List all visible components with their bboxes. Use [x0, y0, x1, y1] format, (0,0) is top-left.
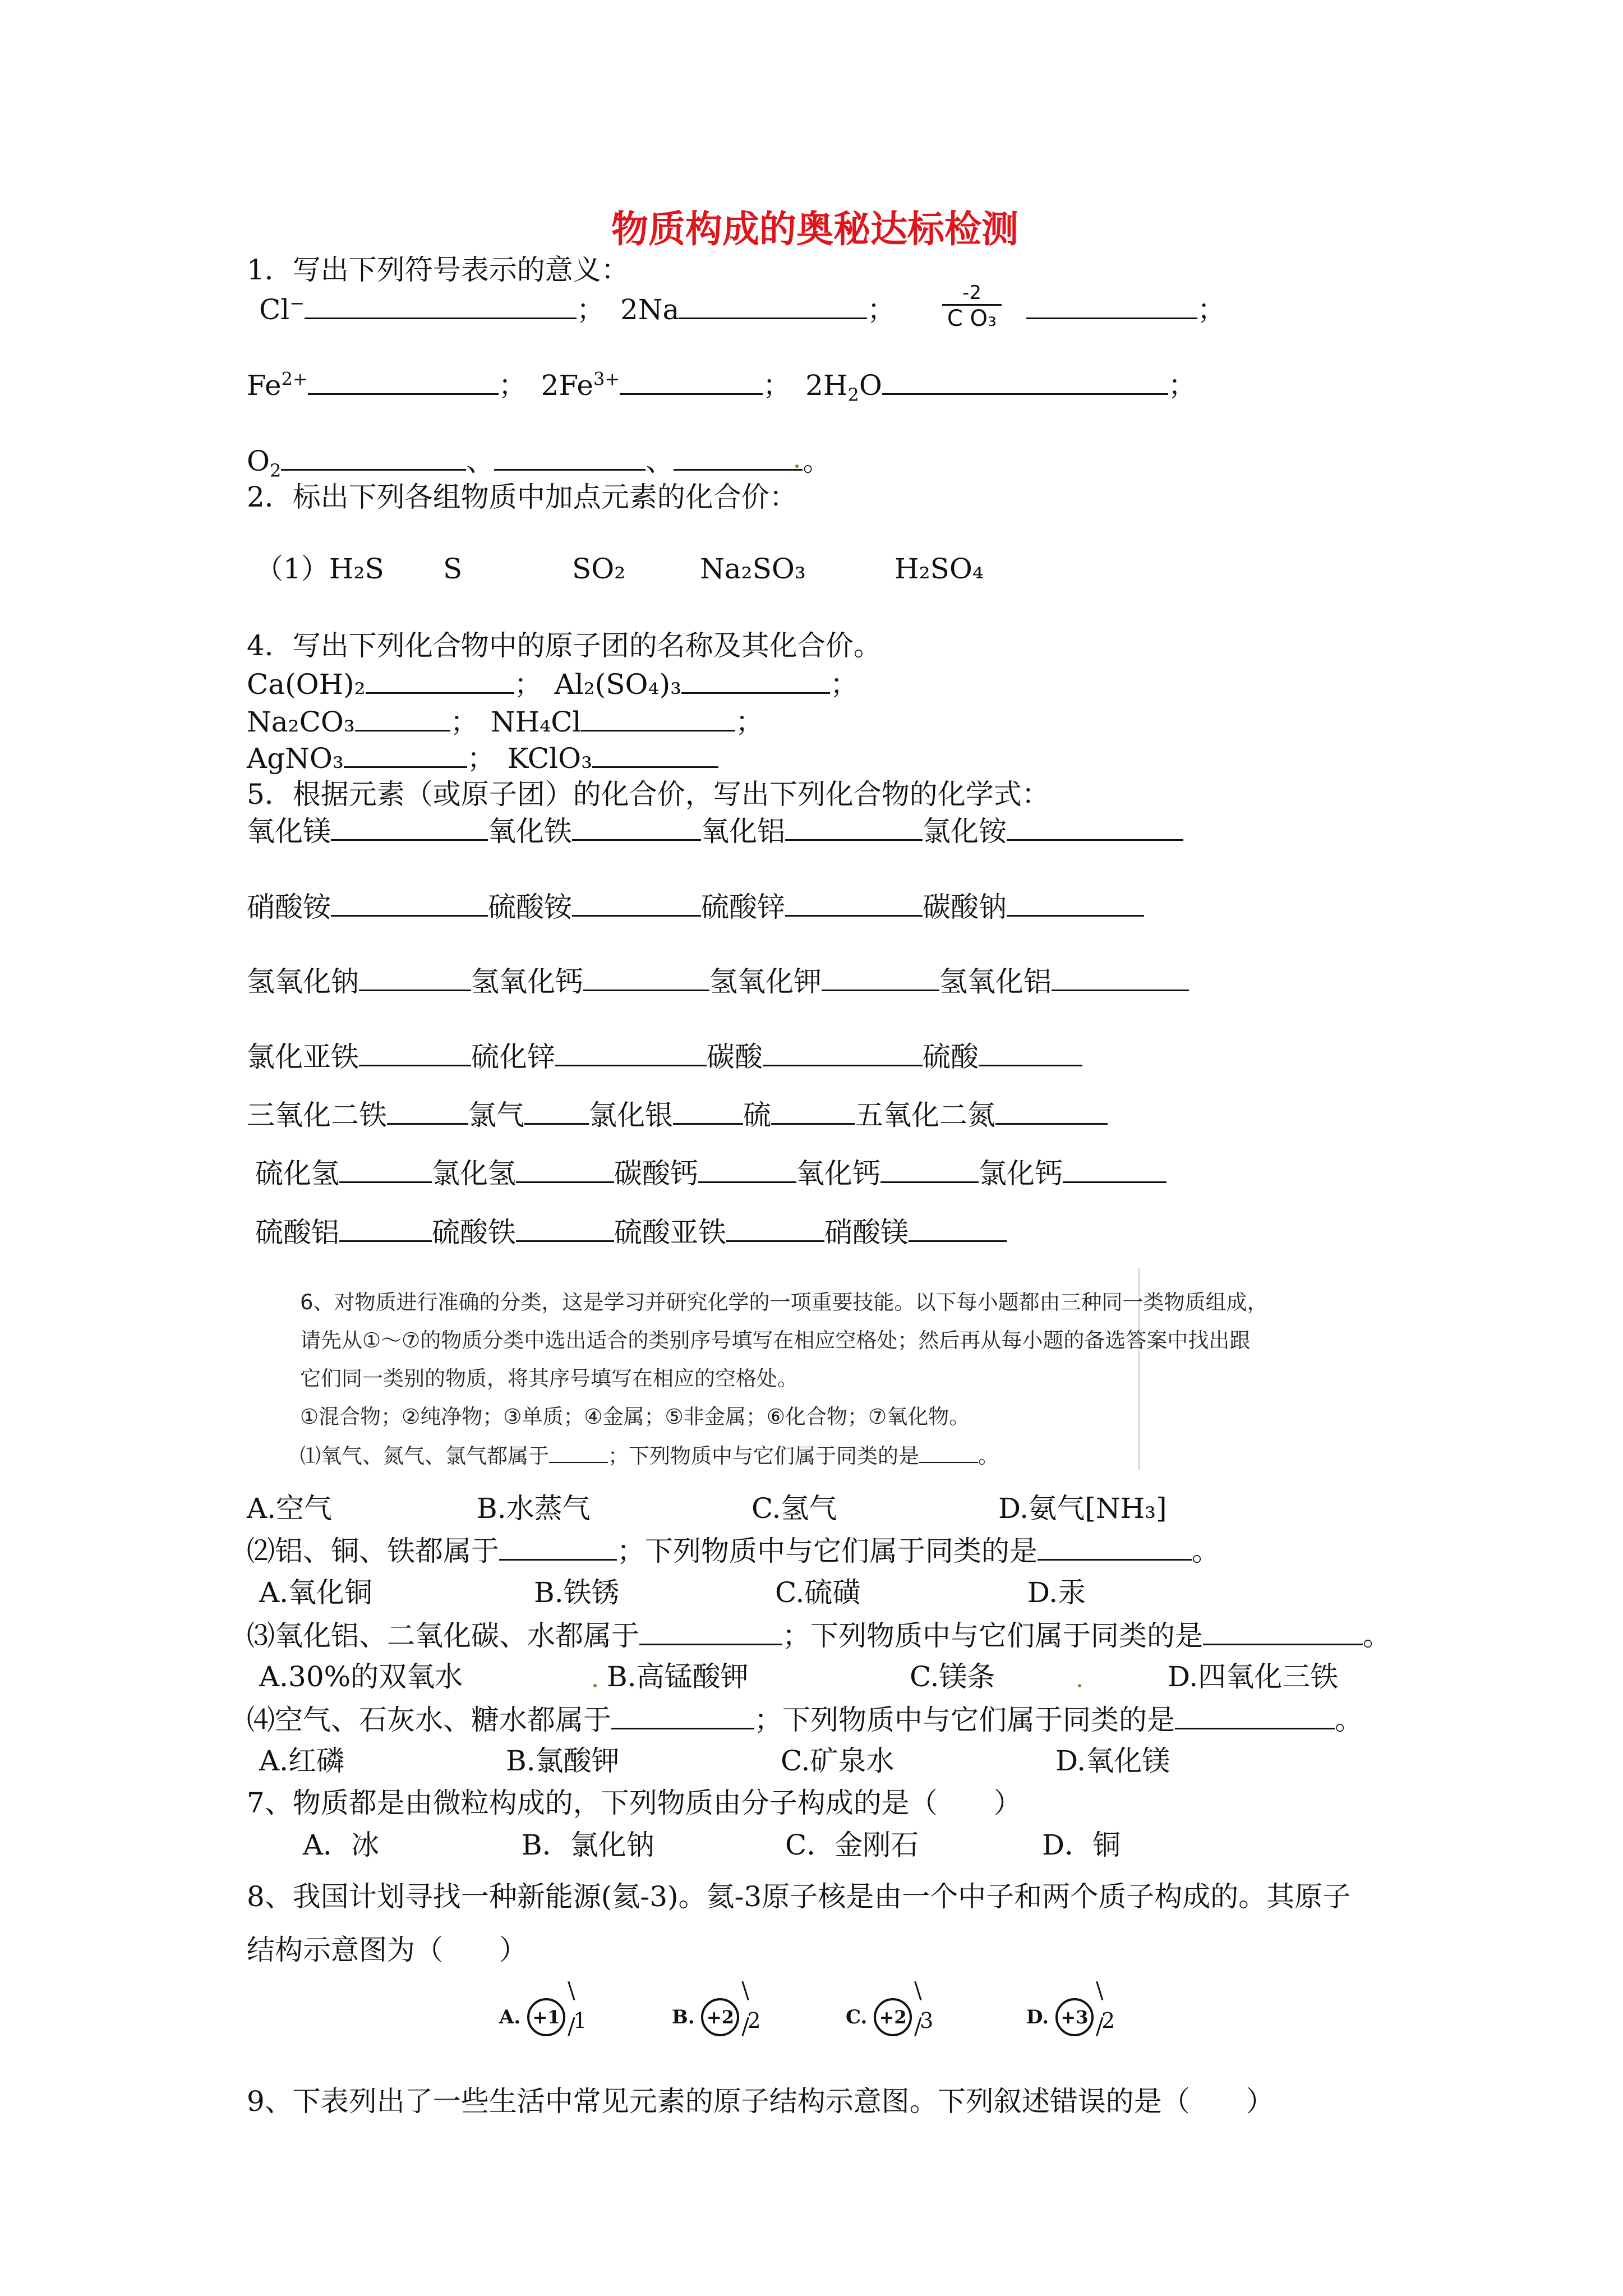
option-c[interactable]: C.硫磺: [775, 1576, 861, 1609]
q6-s2-blank-2[interactable]: [1038, 1533, 1192, 1561]
o2-symbol: O: [247, 445, 270, 477]
dun: 、: [466, 445, 495, 477]
compound-blank[interactable]: [771, 1097, 855, 1125]
option-a[interactable]: A.30%的双氧水: [259, 1660, 463, 1693]
fe3-symbol: 2Fe: [541, 369, 593, 402]
q6-line-4: ①混合物；②纯净物；③单质；④金属；⑤非金属；⑥化合物；⑦氧化物。: [300, 1405, 970, 1429]
compound: 三氧化二铁: [247, 1099, 387, 1131]
sep: ；: [498, 369, 527, 402]
option-c[interactable]: C.镁条: [910, 1660, 995, 1693]
q2-item-3: SO₂: [572, 553, 626, 585]
compound-blank[interactable]: [979, 1039, 1082, 1066]
sep: ；: [514, 668, 542, 701]
kclo3-blank[interactable]: [592, 740, 718, 768]
sep: ；: [1168, 369, 1196, 402]
agno3: AgNO₃: [247, 742, 344, 775]
compound: 碳酸钙: [614, 1157, 698, 1190]
option-b[interactable]: B.氯酸钾: [506, 1745, 620, 1777]
compound-blank[interactable]: [1063, 1156, 1166, 1183]
q5-row-4: [247, 1039, 1082, 1074]
diagram-label: D.: [1026, 2006, 1049, 2028]
compound-blank[interactable]: [1007, 813, 1183, 841]
h2o-blank[interactable]: [882, 367, 1168, 395]
fe-charge: 2+: [281, 368, 308, 390]
compound-blank[interactable]: [763, 1039, 923, 1066]
option-d[interactable]: D．铜: [1042, 1829, 1121, 1861]
option-a[interactable]: A．冰: [303, 1829, 380, 1861]
q6-period: 。: [1335, 1704, 1363, 1736]
caoh2: Ca(OH)₂: [247, 668, 366, 701]
q6-s1-stem-2: ；下列物质中与它们属于同类的是: [608, 1444, 919, 1468]
q6-s3-stem-2: ；下列物质中与它们属于同类的是: [782, 1619, 1203, 1652]
compound-blank[interactable]: [339, 1214, 432, 1242]
q5-row-5: [247, 1097, 1108, 1133]
na-symbol: 2Na: [620, 293, 680, 326]
q7-prompt: 7、物质都是由微粒构成的，下列物质由分子构成的是（ ）: [247, 1787, 1022, 1819]
option-d[interactable]: D.四氧化三铁: [1168, 1660, 1339, 1693]
q4-row3: [247, 740, 718, 776]
sep: ；: [830, 668, 859, 701]
cl-symbol: Cl: [259, 293, 290, 326]
q6-period: 。: [1363, 1619, 1391, 1652]
q6-s3: [247, 1618, 1391, 1653]
option-a[interactable]: A.空气: [247, 1492, 333, 1525]
compound: 氯化银: [589, 1099, 673, 1131]
sep: ；: [1197, 293, 1225, 326]
option-b[interactable]: B.铁锈: [534, 1576, 620, 1609]
compound-blank[interactable]: [359, 1039, 471, 1066]
compound: 氢氧化钙: [471, 965, 583, 998]
co3-answer: [1026, 292, 1225, 327]
compound-blank[interactable]: [572, 889, 701, 917]
fe-blank[interactable]: [308, 367, 499, 395]
nucleus-circle: +2: [874, 1998, 912, 2036]
electron-shell: \ 3 /: [914, 1977, 934, 2040]
na2co3: Na₂CO₃: [247, 706, 355, 738]
compound: 硫: [743, 1099, 771, 1131]
q5-row-7: [255, 1214, 1007, 1250]
compound-blank[interactable]: [698, 1156, 796, 1183]
nucleus-circle: +1: [527, 1998, 565, 2036]
option-a[interactable]: A.氧化铜: [259, 1576, 373, 1609]
compound: 氯化亚铁: [247, 1041, 359, 1073]
q1-row1: [259, 292, 895, 327]
compound: 硫酸铁: [432, 1216, 516, 1249]
option-c[interactable]: C．金刚石: [785, 1829, 919, 1861]
compound: 氢氧化铝: [939, 965, 1052, 998]
al2so43: Al₂(SO₄)₃: [554, 668, 682, 701]
q6-s1-blank-2[interactable]: [919, 1442, 978, 1463]
compound-blank[interactable]: [909, 1214, 1007, 1242]
q8-prompt-2: 结构示意图为（ ）: [247, 1934, 527, 1966]
page-title: 物质构成的奥秘达标检测: [611, 208, 1018, 251]
compound: 碳酸: [707, 1041, 763, 1073]
q5-row-1: [247, 813, 1183, 849]
q5-prompt: 5．根据元素（或原子团）的化合价，写出下列化合物的化学式：: [247, 778, 1050, 811]
o2-sub: 2: [270, 460, 282, 481]
electron-shell: \ 2 /: [741, 1977, 761, 2040]
o2-blank-2[interactable]: [494, 443, 645, 471]
q6-s1-stem: ⑴氧气、氮气、氯气都属于: [300, 1444, 549, 1468]
option-d[interactable]: D.氨气[NH₃]: [998, 1492, 1167, 1525]
compound: 氯气: [468, 1099, 524, 1131]
compound-blank[interactable]: [359, 964, 471, 991]
nh4cl: NH₄Cl: [490, 706, 582, 738]
compound: 硝酸镁: [824, 1216, 909, 1249]
electron-count: 1: [573, 2008, 587, 2033]
compound-blank[interactable]: [995, 1097, 1108, 1125]
option-c[interactable]: C.氢气: [751, 1492, 837, 1525]
q6-line-1: 6、对物质进行准确的分类，这是学习并研究化学的一项重要技能。以下每小题都由三种同一类物质组成，: [300, 1290, 1268, 1314]
sep: ；: [735, 706, 764, 738]
nucleus-circle: +3: [1055, 1998, 1094, 2036]
electron-shell: \ 2 /: [1095, 1977, 1115, 2040]
compound: 氯化铵: [923, 815, 1007, 848]
q6-line-2: 请先从①～⑦的物质分类中选出适合的类别序号填写在相应空格处；然后再从每小题的备选答案中找出跟: [300, 1328, 1251, 1352]
compound: 硫化氢: [255, 1157, 339, 1190]
compound: 硫化锌: [471, 1041, 555, 1073]
compound: 氢氧化钾: [709, 965, 822, 998]
compound-blank[interactable]: [339, 1156, 432, 1183]
compound-blank[interactable]: [516, 1156, 614, 1183]
q9-prompt: 9、下表列出了一些生活中常见元素的原子结构示意图。下列叙述错误的是（ ）: [247, 2085, 1274, 2118]
q6-s4-blank-1[interactable]: [611, 1702, 754, 1729]
option-b[interactable]: B．氯化钠: [522, 1829, 654, 1861]
electron-count: 2: [1101, 2008, 1115, 2033]
compound: 硫酸亚铁: [614, 1216, 726, 1249]
q4-prompt: 4．写出下列化合物中的原子团的名称及其化合价。: [247, 629, 882, 662]
diagram-label: A.: [499, 2006, 521, 2028]
compound: 碳酸钠: [923, 891, 1007, 923]
stray-dot: [795, 464, 799, 468]
compound: 硫酸锌: [701, 891, 785, 923]
compound-blank[interactable]: [331, 889, 488, 917]
sep: ；: [467, 742, 495, 775]
option-d[interactable]: D.汞: [1027, 1576, 1086, 1609]
option-b[interactable]: B.高锰酸钾: [607, 1660, 749, 1693]
q6-line-5: [300, 1442, 999, 1470]
q6-s2: [247, 1533, 1220, 1568]
compound: 氯化钙: [979, 1157, 1063, 1190]
q6-s4: [247, 1702, 1363, 1737]
compound-blank[interactable]: [880, 1156, 979, 1183]
q6-s2-blank-1[interactable]: [499, 1533, 617, 1561]
q6-s4-blank-2[interactable]: [1175, 1702, 1335, 1729]
co3-blank[interactable]: [1026, 292, 1197, 319]
compound: 硫酸铵: [488, 891, 572, 923]
q6-s3-stem: ⑶氧化铝、二氧化碳、水都属于: [247, 1619, 639, 1652]
atom-diagram-a[interactable]: [499, 1977, 587, 2040]
compound: 氧化铁: [488, 815, 572, 848]
atom-diagram-d[interactable]: [1026, 1977, 1115, 2040]
q6-s2-stem-2: ；下列物质中与它们属于同类的是: [617, 1535, 1038, 1567]
electron-shell: \ 1 /: [568, 1977, 587, 2040]
q6-period: 。: [1192, 1535, 1220, 1567]
fe3-charge: 3+: [593, 368, 620, 390]
compound-blank[interactable]: [785, 813, 923, 841]
option-a[interactable]: A.红磷: [259, 1745, 345, 1777]
compound-blank[interactable]: [822, 964, 939, 991]
period: 。: [803, 445, 831, 477]
compound-blank[interactable]: [387, 1097, 468, 1125]
diagram-label: C.: [846, 2006, 868, 2028]
co3-valence: -2: [962, 282, 981, 304]
dun: 、: [645, 445, 674, 477]
compound: 硝酸铵: [247, 891, 331, 923]
option-d[interactable]: D.氧化镁: [1055, 1745, 1170, 1777]
stray-dot: [1078, 1684, 1081, 1687]
compound-blank[interactable]: [1052, 964, 1189, 991]
fe-symbol: Fe: [247, 369, 282, 402]
q2-item-4: Na₂SO₃: [700, 553, 806, 585]
compound-blank[interactable]: [524, 1097, 589, 1125]
o2-blank-3[interactable]: [674, 443, 803, 471]
compound: 硫酸铝: [255, 1216, 339, 1249]
compound-blank[interactable]: [785, 889, 923, 917]
compound-blank[interactable]: [331, 813, 488, 841]
sep: ；: [867, 293, 896, 326]
stray-dot: [593, 1684, 597, 1687]
kclo3: KClO₃: [507, 742, 593, 775]
q6-period: 。: [978, 1444, 999, 1468]
q5-row-3: [247, 964, 1189, 999]
compound-blank[interactable]: [726, 1214, 824, 1242]
na-blank[interactable]: [679, 292, 867, 319]
al2so43-blank[interactable]: [681, 666, 830, 694]
q6-s4-stem: ⑷空气、石灰水、糖水都属于: [247, 1704, 611, 1736]
nucleus-circle: +2: [701, 1998, 739, 2036]
q4-row2: [247, 704, 763, 739]
q6-s3-blank-1[interactable]: [639, 1618, 782, 1645]
q2-item-1: （1）H₂S: [255, 553, 384, 585]
compound: 氯化氢: [432, 1157, 516, 1190]
q1-row3: [247, 443, 831, 481]
sep: ；: [763, 369, 791, 402]
q6-s2-stem: ⑵铝、铜、铁都属于: [247, 1535, 499, 1567]
compound: 氢氧化钠: [247, 965, 359, 998]
na2co3-blank[interactable]: [355, 704, 450, 731]
electron-count: 3: [920, 2008, 934, 2033]
caoh2-blank[interactable]: [366, 666, 514, 694]
q2-item-5: H₂SO₄: [895, 553, 984, 585]
option-b[interactable]: B.水蒸气: [477, 1492, 591, 1525]
co3-formula: C O₃: [947, 306, 997, 332]
nh4cl-blank[interactable]: [581, 704, 735, 731]
q4-row1: [247, 666, 858, 702]
diagram-label: B.: [672, 2006, 695, 2028]
agno3-blank[interactable]: [344, 740, 467, 768]
compound: 氧化铝: [701, 815, 785, 848]
compound-blank[interactable]: [572, 813, 701, 841]
option-c[interactable]: C.矿泉水: [781, 1745, 895, 1777]
q8-prompt-1: 8、我国计划寻找一种新能源(氦-3)。氦-3原子核是由一个中子和两个质子构成的。其原子: [247, 1880, 1351, 1913]
q5-row-6: [255, 1156, 1166, 1191]
q1-row2: [247, 367, 1196, 406]
fe3-blank[interactable]: [620, 367, 763, 395]
compound: 氧化镁: [247, 815, 331, 848]
q2-item-2: S: [443, 553, 463, 585]
h2o-o: O: [859, 369, 882, 402]
atom-diagram-c[interactable]: [846, 1977, 934, 2040]
sep: ；: [450, 706, 478, 738]
cl-charge: −: [289, 292, 305, 314]
sep: ；: [577, 293, 605, 326]
atom-diagram-b[interactable]: [672, 1977, 761, 2040]
compound-blank[interactable]: [1007, 889, 1144, 917]
h2o-symbol: 2H: [805, 369, 848, 402]
q6-s4-stem-2: ；下列物质中与它们属于同类的是: [754, 1704, 1175, 1736]
compound-blank[interactable]: [555, 1039, 707, 1066]
compound-blank[interactable]: [673, 1097, 743, 1125]
q6-s1-blank-1[interactable]: [549, 1442, 608, 1463]
compound: 硫酸: [923, 1041, 979, 1073]
q1-prompt: 1．写出下列符号表示的意义：: [247, 254, 629, 286]
compound: 五氧化二氮: [855, 1099, 995, 1131]
cl-blank[interactable]: [305, 292, 577, 319]
compound: 氧化钙: [796, 1157, 880, 1190]
h2o-sub: 2: [847, 384, 859, 406]
q6-s3-blank-2[interactable]: [1203, 1618, 1363, 1645]
co3-symbol: [935, 282, 1008, 332]
compound-blank[interactable]: [516, 1214, 614, 1242]
electron-count: 2: [747, 2008, 761, 2033]
q2-prompt: 2．标出下列各组物质中加点元素的化合价：: [247, 481, 797, 513]
q5-row-2: [247, 889, 1144, 924]
compound-blank[interactable]: [583, 964, 709, 991]
o2-blank-1[interactable]: [281, 443, 466, 471]
q6-line-3: 它们同一类别的物质，将其序号填写在相应的空格处。: [300, 1366, 798, 1391]
